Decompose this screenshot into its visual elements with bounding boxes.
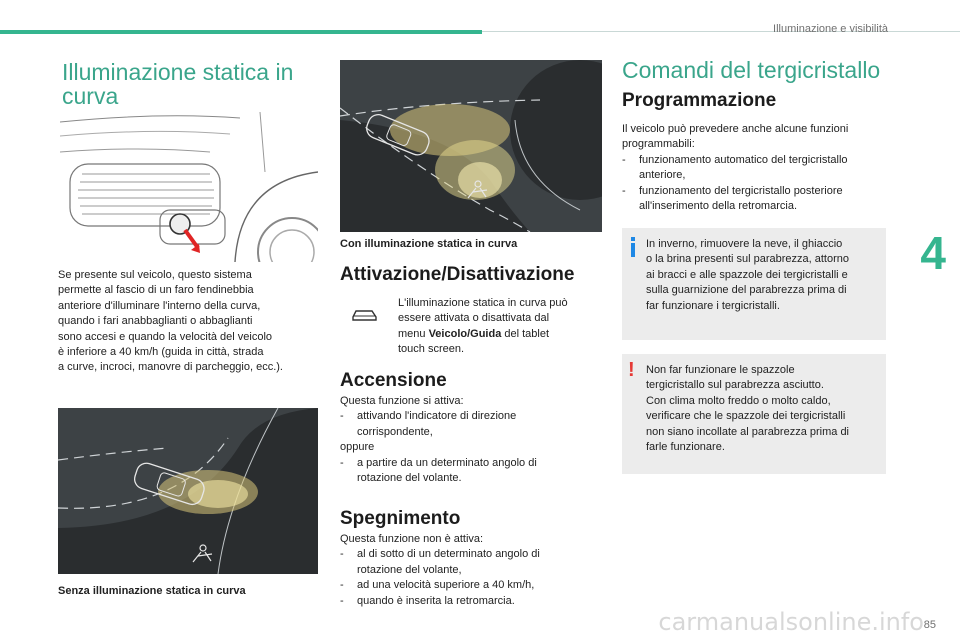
list-item: - quando è inserita la retromarcia. (340, 594, 600, 609)
caption-with-cornering: Con illuminazione statica in curva (340, 238, 518, 250)
programming-paragraph: Il veicolo può prevedere anche alcune funzioni programmabili: - funzionamento automatico del tergicristallo anteriore, - funzionamento del tergicristallo posteriore all'inserimento della retromarcia. (622, 122, 886, 214)
caption-without-cornering: Senza illuminazione statica in curva (58, 585, 246, 597)
switch-off-paragraph: Questa funzione non è attiva: - al di sotto di un determinato angolo di rotazione del volante, - ad una velocità superiore a 40 km/h, - quando è inserita la retromarcia. (340, 532, 600, 609)
watermark: carmanualsonline.info (658, 608, 924, 636)
heading-switch-off: Spegnimento (340, 508, 461, 529)
header-accent-bar (0, 30, 482, 34)
list-item: - ad una velocità superiore a 40 km/h, (340, 578, 600, 593)
chapter-number: 4 (920, 227, 946, 279)
switch-on-paragraph: Questa funzione si attiva: - attivando l'indicatore di direzione corrispondente, oppure - a partire da un determinato angolo di rotazione del volante. (340, 394, 600, 486)
heading-switch-on: Accensione (340, 370, 447, 391)
page-number: 85 (923, 619, 936, 631)
fog-lamp-illustration (60, 112, 318, 262)
activation-paragraph: L'illuminazione statica in curva può essere attivata o disattivata dal menu Veicolo/Guida del tablet touch screen. (398, 297, 568, 356)
intro-paragraph: Se presente sul veicolo, questo sistema permette al fascio di un faro fendinebbia anteriore d'illuminare l'interno della curva, quando i fari anabbaglianti o abbaglianti sono accesi e quando la velocità del veicolo è inferiore a 40 km/h (guida in città, strada a curve, incroci, manovre di parcheggio, ecc.). (58, 269, 283, 374)
list-item: - al di sotto di un determinato angolo di rotazione del volante, (340, 547, 600, 578)
list-item: - attivando l'indicatore di direzione corrispondente, (340, 409, 600, 440)
heading-programming: Programmazione (622, 90, 777, 111)
chapter-title: Illuminazione e visibilità (773, 23, 888, 35)
info-icon (630, 237, 636, 257)
illustration-with-cornering (340, 60, 602, 232)
section-title-wipers: Comandi del tergicristallo (622, 57, 881, 83)
info-note: In inverno, rimuovere la neve, il ghiaccio o la brina presenti sul parabrezza, attorno ai bracci e alle spazzole dei tergicristalli e sulla guarnizione del parabrezza prima di far funzionare i tergicristalli. (622, 228, 886, 340)
list-item: - a partire da un determinato angolo di rotazione del volante. (340, 456, 600, 487)
list-item: - funzionamento automatico del tergicristallo anteriore, (622, 153, 886, 184)
warning-icon: ! (628, 359, 635, 381)
warning-note: ! Non far funzionare le spazzole tergicristallo sul parabrezza asciutto. Con clima molto freddo o molto caldo, verificare che le spazzole dei tergicristalli non siano incollate al parabrezza prima di farle funzionare. (622, 354, 886, 474)
car-settings-icon (350, 308, 380, 322)
heading-activation: Attivazione/Disattivazione (340, 264, 575, 285)
menu-name: Veicolo/Guida (428, 327, 502, 340)
header-rule (482, 31, 960, 32)
section-title-static-cornering: Illuminazione statica in curva (62, 59, 294, 109)
illustration-without-cornering (58, 408, 318, 574)
list-item: - funzionamento del tergicristallo posteriore all'inserimento della retromarcia. (622, 184, 886, 215)
